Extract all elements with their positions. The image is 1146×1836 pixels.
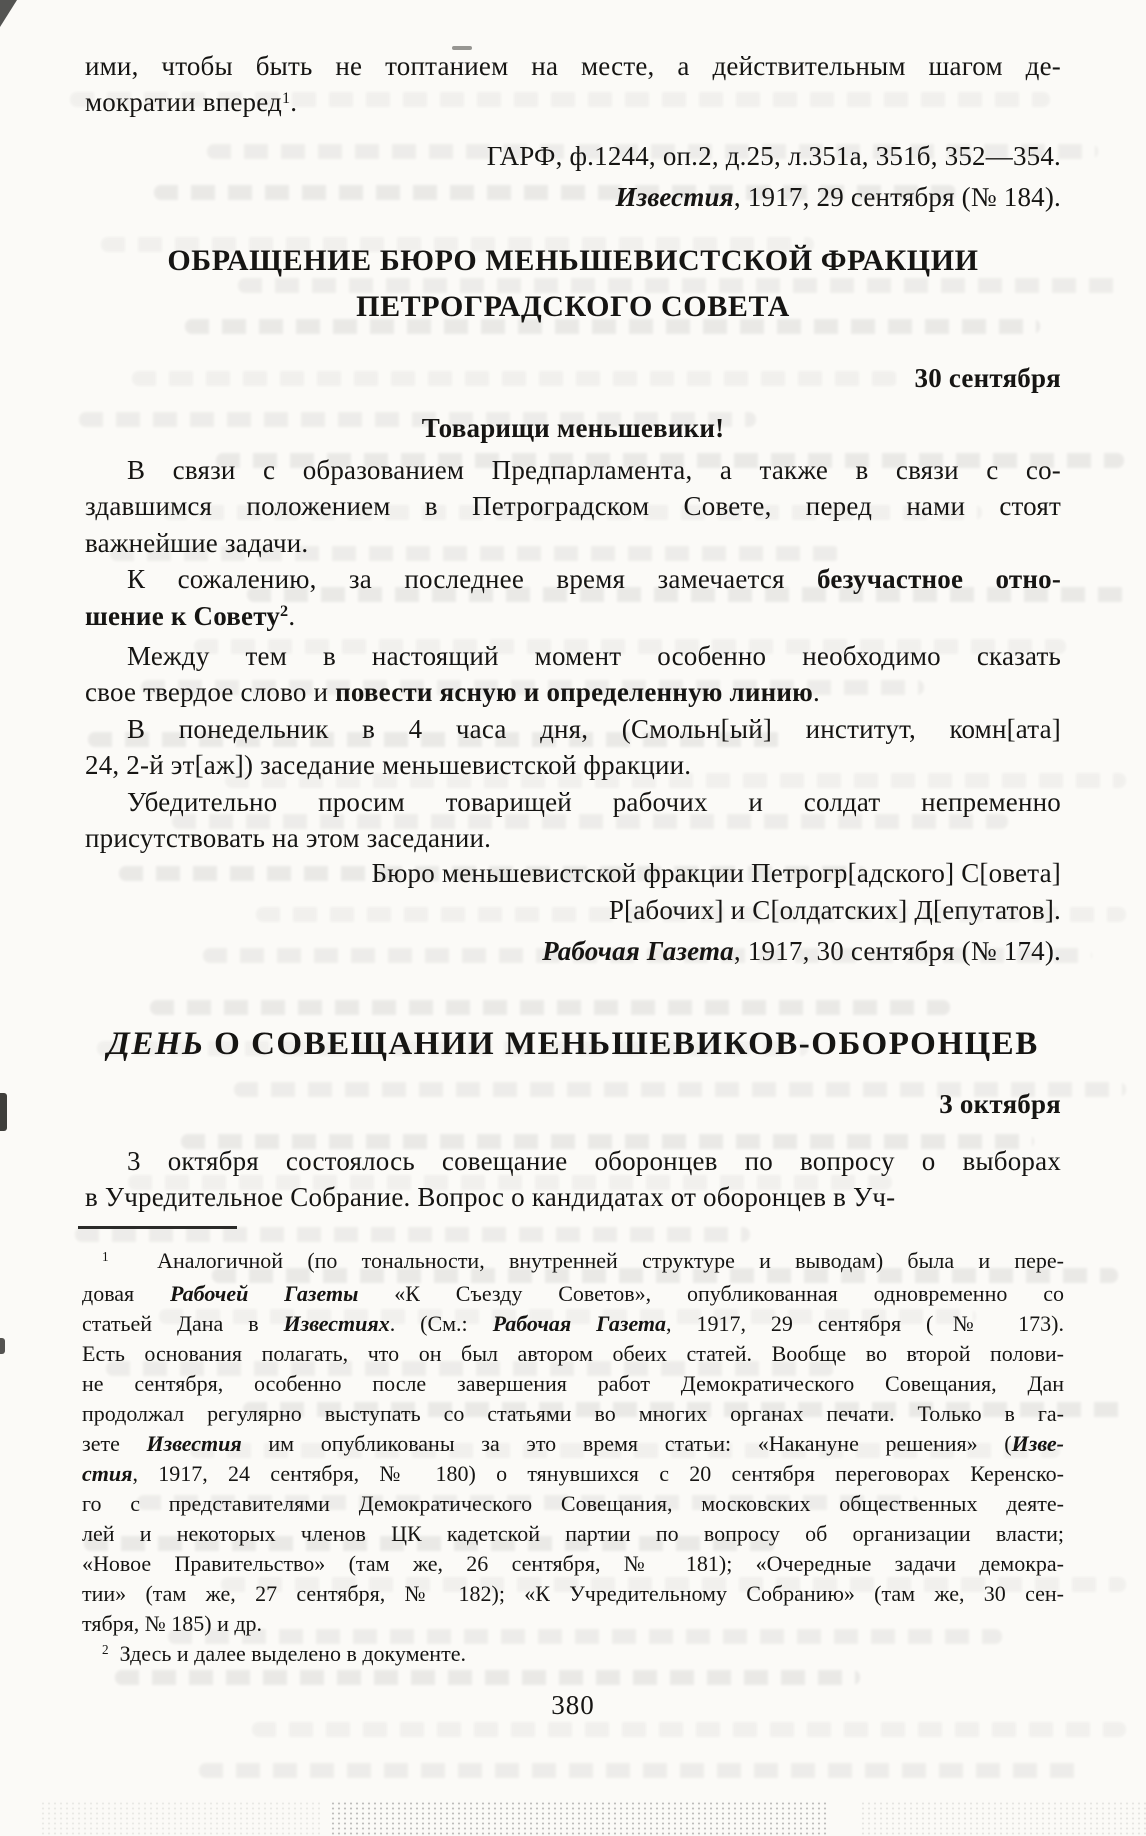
text-line: здавшимся положением в Петроградском Совете, перед нами стоят <box>85 491 1061 522</box>
text-line: $^1$ Аналогичной (по тональности, внутренней структуре и выводам) была и пере- <box>102 1248 1064 1273</box>
text-line: присутствовать на этом заседании. <box>85 823 492 854</box>
text-line: не сентября, особенно после завершения работ Демократического Совещания, Дан <box>82 1371 1064 1396</box>
text-line: тября, № 185) и др. <box>82 1611 263 1636</box>
text-line: свое твердое слово и повести ясную и определенную линию. <box>85 677 820 708</box>
scan-edge-mark <box>0 1093 7 1131</box>
ghost-text-strip <box>115 1670 860 1685</box>
appeal-signature <box>85 855 1061 929</box>
footnote-separator-rule <box>78 1226 237 1229</box>
appeal-salutation <box>85 410 1061 446</box>
text-line: Товарищи меньшевики! <box>421 413 725 443</box>
den-body-text <box>85 1143 1061 1216</box>
ghost-text-strip <box>75 1227 750 1242</box>
den-document-title <box>85 1022 1061 1066</box>
text-line: ОБРАЩЕНИЕ БЮРО МЕНЬШЕВИСТСКОЙ ФРАКЦИИ <box>167 244 979 277</box>
text-line: В понедельник в 4 часа дня, (Смольн[ый] институт, комн[ата] <box>127 713 1061 744</box>
text-line: Р[абочих] и С[олдатских] Д[епутатов]. <box>608 895 1061 925</box>
page-number: 380 <box>551 1690 595 1720</box>
text-line: важнейшие задачи. <box>85 527 309 558</box>
scan-noise-band <box>40 1801 320 1836</box>
text-line: ГАРФ, ф.1244, оп.2, д.25, л.351а, 351б, 352—354. <box>486 141 1061 171</box>
text-line: лей и некоторых членов ЦК кадетской партии по вопросу об организации власти; <box>82 1521 1064 1546</box>
text-line: Между тем в настоящий момент особенно необходимо сказать <box>127 641 1061 672</box>
text-line: Известия, 1917, 29 сентября (№ 184). <box>615 182 1061 212</box>
appeal-document-date <box>85 360 1061 396</box>
den-document-date <box>85 1086 1061 1122</box>
footnotes-block <box>82 1246 1064 1672</box>
text-line: К сожалению, за последнее время замечается безучастное отно- <box>127 564 1062 595</box>
text-line: $^2$ Здесь и далее выделено в документе. <box>102 1641 466 1666</box>
text-line: статьей Дана в Известиях. (См.: Рабочая Газета, 1917, 29 сентября (№ 173). <box>82 1311 1064 1336</box>
text-line: 3 октября <box>939 1089 1061 1119</box>
appeal-source-citation <box>85 933 1061 969</box>
text-line: шение к Совету$^2$. <box>85 600 296 631</box>
text-line: В связи с образованием Предпарламента, а также в связи с со- <box>127 455 1061 485</box>
text-line: зете Известия им опубликованы за это время статьи: «Накануне решения» (Изве- <box>82 1431 1064 1456</box>
scan-noise-band <box>330 1801 830 1836</box>
text-line: довая Рабочей Газеты «К Съезду Советов», опубликованная одновременно со <box>82 1281 1064 1306</box>
text-line: Бюро меньшевистской фракции Петрогр[адского] С[овета] <box>371 858 1061 888</box>
scan-edge-mark <box>0 1338 5 1354</box>
scan-corner-smudge <box>0 0 17 27</box>
text-line: тии» (там же, 27 сентября, № 182); «К Учредительному Собранию» (там же, 30 сен- <box>82 1581 1064 1606</box>
ghost-text-strip <box>199 1763 1086 1778</box>
text-line: в Учредительное Собрание. Вопрос о кандидатах от оборонцев в Уч- <box>85 1182 896 1213</box>
text-line: ПЕТРОГРАДСКОГО СОВЕТА <box>356 290 790 323</box>
text-line: продолжал регулярно выступать со статьями во многих органах печати. Только в га- <box>82 1401 1064 1426</box>
text-line: «Новое Правительство» (там же, 26 сентября, № 181); «Очередные задачи демокра- <box>82 1551 1064 1576</box>
text-line: го с представителями Демократического Совещания, московских общественных деяте- <box>82 1491 1064 1516</box>
previous-document-tail-text <box>85 48 1061 125</box>
previous-document-source-citation <box>85 136 1061 218</box>
text-line: 24, 2-й эт[аж]) заседание меньшевистской фракции. <box>85 750 692 781</box>
ghost-text-strip <box>150 1000 950 1015</box>
appeal-body-text <box>85 452 1061 856</box>
text-line: Рабочая Газета, 1917, 30 сентября (№ 174). <box>542 936 1061 966</box>
text-line: Есть основания полагать, что он был автором обеих статей. Вообще во второй полови- <box>82 1341 1064 1366</box>
text-line: Убедительно просим товарищей рабочих и солдат непременно <box>127 786 1061 817</box>
appeal-document-title <box>85 238 1061 330</box>
text-line: мократии вперед$^1$. <box>85 87 298 118</box>
scan-noise-band <box>860 1801 1146 1836</box>
text-line: ими, чтобы быть не топтанием на месте, а действительным шагом де- <box>85 51 1061 81</box>
ghost-text-strip <box>252 1722 1126 1737</box>
text-line: 30 сентября <box>914 363 1061 393</box>
text-line: ДЕНЬ О СОВЕЩАНИИ МЕНЬШЕВИКОВ-ОБОРОНЦЕВ <box>107 1026 1039 1062</box>
text-line: 3 октября состоялось совещание оборонцев по вопросу о выборах <box>127 1146 1061 1176</box>
text-line: стия, 1917, 24 сентября, № 180) о тянувшихся с 20 сентября переговорах Керенско- <box>82 1461 1064 1486</box>
